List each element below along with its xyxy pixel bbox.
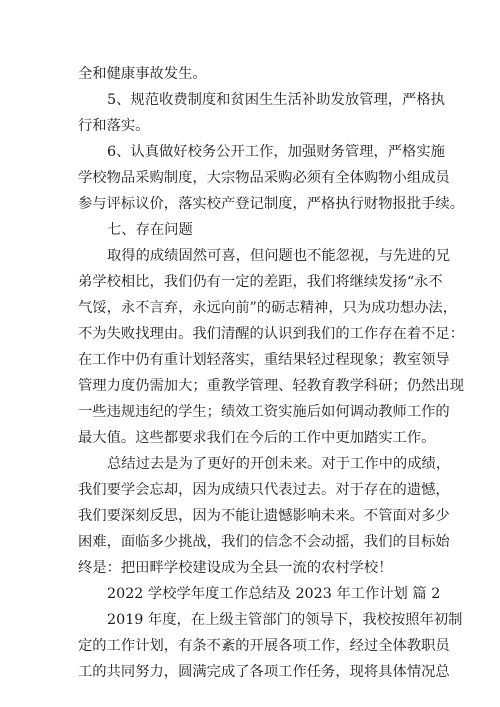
text-line: 2019 年度，在上级主管部门的领导下，我校按照年初制 (107, 612, 463, 628)
text-line: 我们要深刻反思，因为不能让遗憾影响未来。不管面对多少 (78, 508, 450, 524)
text-line: 定的工作计划，有条不紊的开展各项工作，经过全体教职员 (78, 638, 450, 654)
text-line: 工的共同努力，圆满完成了各项工作任务，现将具体情况总 (78, 664, 450, 680)
text-line: 在工作中仍有重计划轻落实，重结果轻过程现象；教室领导 (78, 352, 450, 368)
text-line: 管理力度仍需加大；重教学管理、轻教育教学科研；仍然出现 (78, 378, 465, 394)
text-line: 总结过去是为了更好的开创未来。对于工作中的成绩， (107, 456, 451, 472)
text-line: 学校物品采购制度，大宗物品采购必须有全体购物小组成员 (78, 170, 450, 186)
text-line: 我们要学会忘却，因为成绩只代表过去。对于存在的遗憾， (78, 482, 450, 498)
text-line: 参与评标议价，落实校产登记制度，严格执行财物报批手续。 (78, 196, 465, 212)
text-line: 全和健康事故发生。 (78, 66, 207, 82)
section-heading: 七、存在问题 (107, 222, 193, 238)
text-line: 一些违规违纪的学生；绩效工资实施后如何调动教师工作的 (78, 404, 450, 420)
text-line: 最大值。这些都要求我们在今后的工作中更加踏实工作。 (78, 430, 436, 446)
section-title: 2022 学校学年度工作总结及 2023 年工作计划 篇 2 (107, 586, 441, 602)
text-line: 气馁，永不言弃，永远向前”的砺志精神，只为成功想办法， (78, 300, 458, 316)
text-line: 5、规范收费制度和贫困生生活补助发放管理，严格执 (107, 92, 445, 108)
text-line: 不为失败找理由。我们清醒的认识到我们的工作存在着不足： (78, 326, 465, 342)
text-line: 弟学校相比，我们仍有一定的差距，我们将继续发扬“永不 (78, 274, 443, 290)
text-line: 困难，面临多少挑战，我们的信念不会动摇，我们的目标始 (78, 534, 450, 550)
text-line: 行和落实。 (78, 118, 150, 134)
text-line: 6、认真做好校务公开工作，加强财务管理，严格实施 (107, 144, 445, 160)
text-line: 终是：把田畔学校建设成为全县一流的农村学校！ (78, 560, 393, 576)
text-line: 取得的成绩固然可喜，但问题也不能忽视，与先进的兄 (107, 248, 451, 264)
